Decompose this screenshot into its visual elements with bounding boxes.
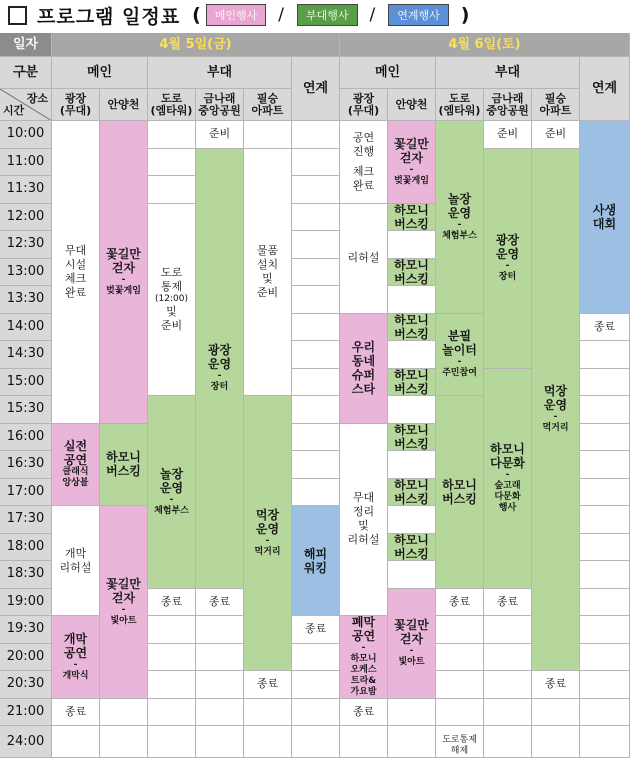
empty-slot: [292, 149, 340, 177]
empty-slot: [580, 671, 630, 699]
time-row-6-label: 13:30: [6, 291, 45, 307]
header-main-1-label: 메인: [86, 64, 113, 80]
d1-anyang-flower: [100, 121, 148, 424]
d2-anyang-busking-3-label: 하모니 버스킹: [394, 313, 429, 341]
d2-geum-prep: [484, 121, 532, 149]
d1-apt-food-note: - 먹거리: [254, 536, 281, 557]
header-time-label: 시간: [3, 104, 25, 117]
empty-slot: [388, 341, 436, 369]
d1-anyang-busking-label: 하모니 버스킹: [106, 450, 141, 479]
empty-slot: [292, 671, 340, 699]
time-row-10: [0, 396, 52, 424]
empty-slot: [580, 699, 630, 727]
d2-plaza-cleanup: [340, 424, 388, 617]
empty-slot: [244, 121, 292, 149]
d2-plaza-superstar: [340, 314, 388, 424]
d2-road-chalk-label: 분필 놀이터: [442, 329, 477, 358]
d2-anyang-busking-1: [388, 204, 436, 232]
time-row-11: [0, 424, 52, 452]
d2-plaza-closing-note: - 하모니 오케스 트라& 가요밤: [350, 643, 377, 698]
empty-slot: [148, 121, 196, 149]
time-row-15: [0, 534, 52, 562]
d2-apt-prep-label: 준비: [544, 127, 567, 141]
header-col-road-1: [148, 89, 196, 121]
time-row-21-label: 21:00: [6, 703, 45, 719]
d2-geum-end: [484, 589, 532, 617]
d1-road-control: [148, 204, 196, 397]
d2-anyang-flower-night-note: - 빛아트: [398, 646, 425, 667]
header-col-anyang-1-label: 안양천: [107, 97, 140, 111]
header-day-label-label: 일자: [12, 36, 39, 52]
d1-road-play: [148, 396, 196, 589]
empty-slot: [292, 231, 340, 259]
d2-anyang-busking-2-label: 하모니 버스킹: [394, 258, 429, 286]
empty-slot: [388, 699, 436, 727]
d2-anyang-flower-night: [388, 589, 436, 699]
time-row-5-label: 13:00: [6, 263, 45, 279]
d1-geum-end: [196, 589, 244, 617]
d2-anyang-busking-3: [388, 314, 436, 342]
d2-plaza-end: [340, 699, 388, 727]
d1-plaza-concert-note: 클래식 앙상블: [62, 467, 89, 489]
d2-anyang-busking-7-label: 하모니 버스킹: [394, 533, 429, 561]
d1-plaza-opening-note: - 개막식: [62, 659, 89, 681]
time-row-8: [0, 341, 52, 369]
d2-road-play: [436, 121, 484, 314]
empty-slot: [580, 534, 630, 562]
empty-slot: [196, 671, 244, 699]
d2-apt-food-label: 먹장 운영: [543, 384, 568, 413]
empty-slot: [580, 479, 630, 507]
time-row-0-label: 10:00: [6, 126, 45, 142]
d1-plaza-opening-label: 개막 공연: [63, 631, 88, 660]
legend-main: 메인행사: [206, 4, 267, 26]
d2-geum-prep-label: 준비: [496, 127, 519, 141]
header-col-anyang-2: [388, 89, 436, 121]
time-row-1-label: 11:00: [6, 153, 45, 169]
d2-apt-food: [532, 149, 580, 672]
d1-road-end: [148, 589, 196, 617]
header-col-geumnarae-1: [196, 89, 244, 121]
d1-anyang-busking: [100, 424, 148, 507]
d1-anyang-flower-night-note: - 빛아트: [110, 604, 137, 626]
header-col-plaza-1: [52, 89, 100, 121]
empty-slot: [532, 726, 580, 758]
empty-slot: [580, 424, 630, 452]
empty-slot: [484, 699, 532, 727]
d2-anyang-flower: [388, 121, 436, 204]
d2-anyang-busking-6-label: 하모니 버스킹: [394, 478, 429, 506]
d1-link-end: [292, 616, 340, 644]
header-col-geumnarae-2-label: 금나래 중앙공원: [486, 91, 529, 117]
time-row-12: [0, 451, 52, 479]
d2-anyang-flower-label: 꽃길만 걷자: [394, 136, 429, 165]
d1-road-play-note: - 체험부스: [154, 494, 189, 516]
empty-slot: [148, 671, 196, 699]
d1-link-end-label: 종료: [304, 622, 327, 636]
legend-sep-1: /: [278, 5, 286, 25]
d2-anyang-busking-2: [388, 259, 436, 287]
header-main-2: [340, 57, 436, 89]
header-day1-label: 4월 5일(금): [159, 36, 232, 52]
empty-slot: [292, 259, 340, 287]
header-main-2-label: 메인: [374, 64, 401, 80]
empty-slot: [580, 341, 630, 369]
d2-plaza-perform-label: 공연 진행: [352, 130, 375, 158]
empty-slot: [436, 671, 484, 699]
header-col-road-2: [436, 89, 484, 121]
schedule-title: [4, 2, 470, 28]
d2-plaza-perform: [340, 121, 388, 204]
d2-geum-end-label: 종료: [496, 594, 519, 608]
header-col-plaza-2: [340, 89, 388, 121]
d2-plaza-superstar-label: 우리 동네 슈퍼 스타: [351, 340, 376, 396]
time-row-7-label: 14:00: [6, 318, 45, 334]
legend-paren-close: ): [460, 4, 471, 26]
header-col-apt-1-label: 필승 아파트: [251, 91, 284, 117]
d2-anyang-busking-5: [388, 424, 436, 452]
d1-plaza-check: [52, 121, 100, 424]
header-day2-label: 4월 6일(토): [448, 36, 521, 52]
header-col-apt-2-label: 필승 아파트: [539, 91, 572, 117]
empty-slot: [148, 699, 196, 727]
d2-link-sketch-label: 사생 대회: [592, 202, 617, 231]
empty-slot: [388, 451, 436, 479]
empty-slot: [580, 561, 630, 589]
legend-sub: 부대행사: [297, 4, 358, 26]
header-col-road-2-label: 도로 (엠타워): [438, 91, 481, 117]
d2-road-release-label: 도로통제 해제: [442, 735, 477, 756]
time-row-3-label: 12:00: [6, 208, 45, 224]
d2-plaza-cleanup-label: 무대 정리 및 리허설: [347, 491, 380, 547]
time-row-13: [0, 479, 52, 507]
time-row-4-label: 12:30: [6, 236, 45, 252]
empty-slot: [148, 616, 196, 644]
empty-slot: [580, 506, 630, 534]
time-row-14: [0, 506, 52, 534]
d1-apt-end-label: 종료: [256, 677, 279, 691]
time-row-2-label: 11:30: [6, 181, 45, 197]
header-col-plaza-2-label: 광장 (무대): [347, 91, 380, 117]
empty-slot: [148, 149, 196, 177]
empty-slot: [292, 121, 340, 149]
empty-slot: [580, 616, 630, 644]
d1-road-play-label: 놀장 운영: [159, 466, 184, 495]
d2-road-chalk: [436, 314, 484, 397]
empty-slot: [292, 396, 340, 424]
empty-slot: [244, 699, 292, 727]
d2-anyang-flower-night-label: 꽃길만 걷자: [394, 618, 429, 646]
header-link-2: [580, 57, 630, 121]
d2-apt-end: [532, 671, 580, 699]
empty-slot: [436, 699, 484, 727]
empty-slot: [580, 451, 630, 479]
d1-anyang-flower-night: [100, 506, 148, 699]
header-sub-1-label: 부대: [206, 64, 233, 80]
time-row-16-label: 18:30: [6, 566, 45, 582]
header-gubun: [0, 57, 52, 89]
d1-geum-plaza-note: - 장터: [210, 371, 229, 392]
header-col-plaza-1-label: 광장 (무대): [59, 91, 92, 117]
time-row-9-label: 15:00: [6, 373, 45, 389]
empty-slot: [196, 699, 244, 727]
schedule-table: [0, 33, 636, 763]
d1-road-control-label: 도로 통제: [160, 265, 183, 293]
d2-plaza-end-label: 종료: [352, 704, 375, 718]
empty-slot: [196, 616, 244, 644]
d2-geum-plaza-label: 광장 운영: [495, 233, 520, 261]
d1-plaza-rehearsal-label: 개막 리허설: [59, 546, 92, 574]
time-row-18: [0, 616, 52, 644]
time-row-18-label: 19:30: [6, 621, 45, 637]
d2-geum-plaza: [484, 149, 532, 369]
d1-geum-plaza: [196, 149, 244, 589]
time-row-21: [0, 699, 52, 727]
header-sub-2: [436, 57, 580, 89]
empty-slot: [388, 561, 436, 589]
header-place-label: 장소: [26, 92, 48, 105]
header-day2: [340, 33, 630, 57]
empty-slot: [484, 726, 532, 758]
d2-anyang-busking-4: [388, 369, 436, 397]
header-link-1-label: 연계: [302, 80, 329, 96]
empty-slot: [244, 726, 292, 758]
empty-slot: [388, 726, 436, 758]
header-corner-place-time: [0, 89, 52, 121]
empty-slot: [292, 644, 340, 672]
time-row-16: [0, 561, 52, 589]
d2-anyang-busking-6: [388, 479, 436, 507]
d2-road-busking-label: 하모니 버스킹: [442, 477, 477, 506]
empty-slot: [580, 396, 630, 424]
time-row-10-label: 15:30: [6, 401, 45, 417]
empty-slot: [484, 644, 532, 672]
header-main-1: [52, 57, 148, 89]
d1-link-walking-label: 해피 워킹: [303, 546, 328, 575]
time-row-3: [0, 204, 52, 232]
d1-geum-end-label: 종료: [208, 594, 231, 608]
empty-slot: [148, 176, 196, 204]
d1-apt-end: [244, 671, 292, 699]
time-row-17-label: 19:00: [6, 593, 45, 609]
d2-road-busking: [436, 396, 484, 589]
empty-slot: [292, 726, 340, 758]
empty-slot: [292, 176, 340, 204]
d2-apt-prep: [532, 121, 580, 149]
empty-slot: [100, 726, 148, 758]
d1-geum-plaza-label: 광장 운영: [207, 343, 232, 371]
empty-slot: [292, 314, 340, 342]
header-col-apt-1: [244, 89, 292, 121]
d1-anyang-flower-note: - 벚꽃게임: [106, 274, 141, 296]
time-row-6: [0, 286, 52, 314]
d2-road-release: [436, 726, 484, 758]
time-row-22: [0, 726, 52, 758]
d1-apt-setup: [244, 149, 292, 397]
d1-road-control-tail: 및 준비: [160, 304, 183, 332]
d1-plaza-rehearsal: [52, 506, 100, 616]
empty-slot: [100, 699, 148, 727]
empty-slot: [292, 341, 340, 369]
time-row-11-label: 16:00: [6, 428, 45, 444]
d1-apt-setup-label: 물품 설치 및 준비: [256, 243, 279, 299]
header-col-apt-2: [532, 89, 580, 121]
d2-anyang-busking-7: [388, 534, 436, 562]
checkbox-icon: [8, 6, 27, 25]
header-gubun-label: 구분: [12, 64, 39, 80]
time-row-20: [0, 671, 52, 699]
d1-geum-prep-label: 준비: [208, 127, 231, 141]
time-row-22-label: 24:00: [6, 733, 45, 749]
d1-anyang-flower-label: 꽃길만 걷자: [106, 246, 141, 275]
d2-link-sketch: [580, 121, 630, 314]
header-day1: [52, 33, 340, 57]
d2-road-play-label: 놀장 운영: [447, 191, 472, 220]
d2-plaza-rehearsal-label: 리허설: [347, 251, 380, 264]
empty-slot: [52, 726, 100, 758]
d1-geum-prep: [196, 121, 244, 149]
time-row-17: [0, 589, 52, 617]
empty-slot: [484, 616, 532, 644]
d1-plaza-end-label: 종료: [64, 704, 87, 718]
d2-plaza-closing: [340, 616, 388, 699]
empty-slot: [580, 589, 630, 617]
d2-geum-multicultural-label: 하모니 다문화: [490, 442, 525, 470]
d1-plaza-opening: [52, 616, 100, 699]
d2-anyang-flower-note: - 벚꽃게임: [394, 164, 429, 186]
d2-anyang-busking-5-label: 하모니 버스킹: [394, 423, 429, 451]
d2-apt-end-label: 종료: [544, 677, 567, 691]
empty-slot: [196, 726, 244, 758]
d2-anyang-busking-4-label: 하모니 버스킹: [394, 368, 429, 396]
d1-road-control-note: (12:00): [155, 293, 188, 304]
header-col-geumnarae-2: [484, 89, 532, 121]
d2-plaza-check: 체크 완료: [352, 164, 375, 192]
empty-slot: [196, 644, 244, 672]
time-row-4: [0, 231, 52, 259]
d2-anyang-busking-1-label: 하모니 버스킹: [394, 203, 429, 231]
header-col-geumnarae-1-label: 금나래 중앙공원: [198, 91, 241, 117]
empty-slot: [532, 699, 580, 727]
time-row-9: [0, 369, 52, 397]
d1-plaza-concert: [52, 424, 100, 507]
d2-road-end: [436, 589, 484, 617]
empty-slot: [292, 699, 340, 727]
empty-slot: [580, 369, 630, 397]
empty-slot: [148, 726, 196, 758]
time-row-19-label: 20:00: [6, 648, 45, 664]
d2-road-end-label: 종료: [448, 594, 471, 608]
empty-slot: [292, 369, 340, 397]
time-row-2: [0, 176, 52, 204]
header-col-road-1-label: 도로 (엠타워): [150, 91, 193, 117]
empty-slot: [292, 286, 340, 314]
header-link-2-label: 연계: [591, 80, 618, 96]
d1-anyang-flower-night-label: 꽃길만 걷자: [106, 576, 141, 605]
time-row-12-label: 16:30: [6, 456, 45, 472]
time-row-15-label: 18:00: [6, 538, 45, 554]
d2-apt-food-note: - 먹거리: [542, 412, 569, 434]
d1-apt-food-label: 먹장 운영: [255, 508, 280, 536]
d1-link-walking: [292, 506, 340, 616]
time-row-20-label: 20:30: [6, 676, 45, 692]
d2-plaza-closing-label: 폐막 공연: [351, 616, 376, 644]
time-row-14-label: 17:30: [6, 511, 45, 527]
empty-slot: [340, 726, 388, 758]
header-sub-2-label: 부대: [494, 64, 521, 80]
empty-slot: [388, 396, 436, 424]
time-row-19: [0, 644, 52, 672]
d1-plaza-end: [52, 699, 100, 727]
legend-sep-2: /: [369, 5, 377, 25]
legend-link: 연계행사: [388, 4, 449, 26]
header-col-anyang-1: [100, 89, 148, 121]
empty-slot: [580, 644, 630, 672]
legend-paren-open: (: [192, 4, 202, 26]
d2-geum-multicultural-note: - 숲고래 다문화 행사: [494, 470, 521, 513]
time-row-5: [0, 259, 52, 287]
d1-apt-food: [244, 396, 292, 671]
time-row-0: [0, 121, 52, 149]
empty-slot: [436, 616, 484, 644]
d2-road-chalk-note: - 주민참여: [442, 357, 477, 379]
d2-road-play-note: - 체험부스: [442, 219, 477, 241]
title-text: 프로그램 일정표: [37, 5, 181, 28]
time-row-1: [0, 149, 52, 177]
empty-slot: [292, 479, 340, 507]
d2-geum-plaza-note: - 장터: [498, 261, 517, 282]
empty-slot: [292, 424, 340, 452]
empty-slot: [388, 231, 436, 259]
empty-slot: [148, 644, 196, 672]
empty-slot: [388, 286, 436, 314]
header-col-anyang-2-label: 안양천: [395, 97, 428, 111]
empty-slot: [388, 506, 436, 534]
d1-plaza-concert-label: 실전 공연: [63, 439, 88, 468]
time-row-13-label: 17:00: [6, 483, 45, 499]
header-link-1: [292, 57, 340, 121]
empty-slot: [436, 644, 484, 672]
empty-slot: [292, 204, 340, 232]
header-day-label: [0, 33, 52, 57]
d1-plaza-check-label: 무대 시설 체크 완료: [64, 243, 87, 299]
time-row-8-label: 14:30: [6, 346, 45, 362]
time-row-7: [0, 314, 52, 342]
empty-slot: [484, 671, 532, 699]
d2-plaza-rehearsal: [340, 204, 388, 314]
d2-link-end-label: 종료: [593, 319, 616, 333]
d2-geum-multicultural: [484, 369, 532, 589]
d2-link-end: [580, 314, 630, 342]
empty-slot: [292, 451, 340, 479]
d1-road-end-label: 종료: [160, 594, 183, 608]
empty-slot: [580, 726, 630, 758]
header-sub-1: [148, 57, 292, 89]
